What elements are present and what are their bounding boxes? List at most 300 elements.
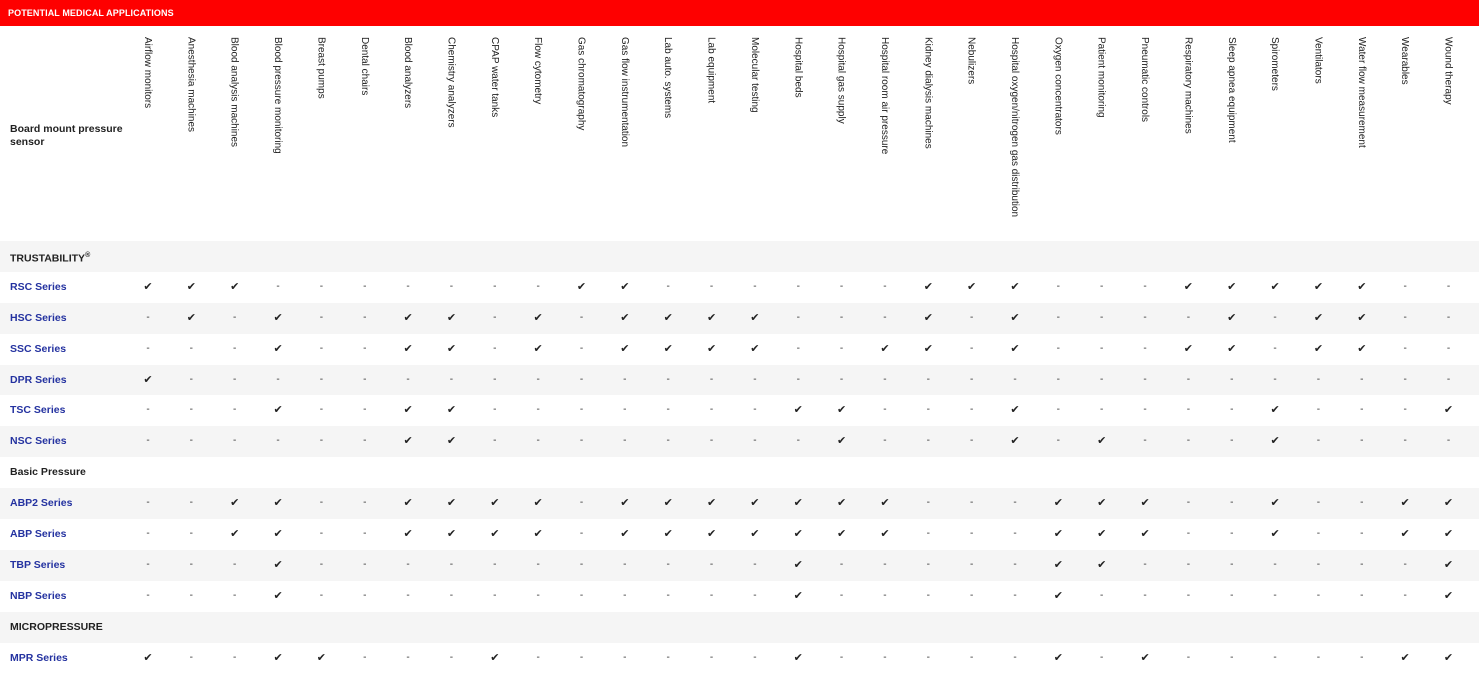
dash-mark: -: [146, 435, 150, 447]
dash-mark: -: [709, 404, 714, 416]
dash-mark: -: [1143, 373, 1147, 385]
dash-mark: -: [839, 589, 844, 601]
check-icon: ✔: [533, 342, 543, 355]
check-icon: ✔: [663, 311, 673, 324]
dash-mark: -: [189, 497, 194, 509]
check-icon: ✔: [1097, 558, 1107, 571]
check-icon: ✔: [446, 311, 457, 324]
check-icon: ✔: [880, 528, 890, 541]
dash-mark: -: [579, 558, 584, 570]
dash-mark: -: [276, 373, 280, 385]
dash-mark: -: [233, 435, 237, 447]
dash-mark: -: [146, 342, 150, 354]
column-header-label: Airflow monitors: [142, 37, 153, 109]
check-icon: ✔: [403, 342, 413, 355]
check-icon: ✔: [620, 342, 630, 355]
dash-mark: -: [363, 497, 367, 509]
dash-mark: -: [1056, 342, 1061, 354]
column-header-label: Lab equipment: [705, 37, 717, 104]
dash-mark: -: [493, 311, 497, 323]
dash-mark: -: [1273, 558, 1277, 570]
dash-mark: -: [189, 435, 194, 447]
dash-mark: -: [1013, 497, 1017, 509]
column-header-label: Pneumatic controls: [1139, 37, 1151, 123]
row-label-text: HSC Series: [10, 311, 67, 324]
check-icon: ✔: [490, 528, 500, 541]
column-header-label: Blood analyzers: [402, 37, 414, 109]
check-icon: ✔: [533, 528, 543, 541]
check-icon: ✔: [663, 497, 673, 510]
dash-mark: -: [1186, 311, 1191, 323]
dash-mark: -: [796, 435, 800, 447]
column-header-label: Flow cytometry: [532, 37, 544, 105]
dash-mark: -: [709, 280, 714, 292]
check-icon: ✔: [1443, 558, 1454, 571]
check-icon: ✔: [446, 435, 457, 448]
dash-mark: -: [1230, 435, 1234, 447]
dash-mark: -: [146, 404, 150, 416]
check-icon: ✔: [620, 311, 630, 324]
dash-mark: -: [883, 373, 887, 385]
dash-mark: -: [1360, 497, 1364, 509]
dash-mark: -: [1056, 373, 1061, 385]
table-row: [0, 488, 1479, 519]
dash-mark: -: [1403, 404, 1407, 416]
dash-mark: -: [146, 311, 150, 323]
section-label: [10, 241, 90, 274]
dash-mark: -: [1100, 311, 1104, 323]
series-link[interactable]: [10, 334, 66, 365]
series-link[interactable]: [10, 272, 67, 303]
column-header: [702, 37, 722, 237]
dash-mark: -: [1360, 528, 1364, 540]
check-icon: ✔: [1097, 497, 1107, 510]
column-header-label: Anesthesia machines: [185, 37, 197, 133]
check-icon: ✔: [316, 651, 326, 664]
dash-mark: -: [1186, 435, 1191, 447]
check-icon: ✔: [836, 404, 847, 417]
dash-mark: -: [406, 373, 410, 385]
dash-mark: -: [1316, 651, 1321, 663]
dash-mark: -: [319, 528, 324, 540]
section-row: [0, 612, 1479, 643]
column-header-label: Blood analysis machines: [228, 37, 240, 148]
series-link[interactable]: [10, 581, 66, 612]
dash-mark: -: [1100, 404, 1104, 416]
check-icon: ✔: [273, 558, 283, 571]
check-icon: ✔: [533, 497, 543, 510]
column-header-label: Dental chairs: [358, 37, 370, 96]
check-icon: ✔: [490, 497, 500, 510]
check-icon: ✔: [273, 528, 283, 541]
dash-mark: -: [883, 435, 887, 447]
dash-mark: -: [493, 280, 497, 292]
dash-mark: -: [363, 311, 367, 323]
dash-mark: -: [406, 558, 410, 570]
dash-mark: -: [1316, 373, 1321, 385]
check-icon: ✔: [1010, 404, 1020, 417]
check-icon: ✔: [1400, 497, 1410, 510]
dash-mark: -: [753, 589, 757, 601]
check-icon: ✔: [230, 497, 240, 510]
dash-mark: -: [319, 589, 324, 601]
column-header: [138, 37, 158, 237]
dash-mark: -: [883, 651, 887, 663]
check-icon: ✔: [230, 528, 240, 541]
dash-mark: -: [1143, 404, 1147, 416]
dash-mark: -: [319, 497, 324, 509]
column-header-label: Sleep apnea equipment: [1225, 37, 1237, 143]
dash-mark: -: [1316, 558, 1321, 570]
dash-mark: -: [969, 342, 974, 354]
dash-mark: -: [709, 435, 714, 447]
dash-mark: -: [1360, 589, 1364, 601]
dash-mark: -: [1013, 651, 1017, 663]
dash-mark: -: [1273, 589, 1277, 601]
column-header: [268, 37, 288, 237]
check-icon: ✔: [620, 528, 630, 541]
check-icon: ✔: [273, 404, 283, 417]
dash-mark: -: [1273, 311, 1277, 323]
column-header: [875, 37, 895, 237]
dash-mark: -: [926, 528, 930, 540]
column-header: [918, 37, 938, 237]
check-icon: ✔: [403, 404, 413, 417]
dash-mark: -: [839, 651, 844, 663]
table-header: [0, 27, 1479, 241]
column-header: [225, 37, 245, 237]
section-label: [10, 457, 86, 488]
dash-mark: -: [1100, 651, 1104, 663]
column-header: [615, 37, 635, 237]
check-icon: ✔: [403, 497, 413, 510]
row-label-text: ABP Series: [10, 528, 67, 541]
column-header: [1048, 37, 1068, 237]
dash-mark: -: [363, 528, 367, 540]
dash-mark: -: [319, 311, 324, 323]
dash-mark: -: [926, 589, 930, 601]
check-icon: ✔: [836, 435, 847, 448]
column-header: [1135, 37, 1155, 237]
series-link[interactable]: [10, 643, 68, 673]
row-label-text: ABP2 Series: [10, 497, 73, 510]
check-icon: ✔: [576, 280, 587, 293]
check-icon: ✔: [1053, 497, 1063, 510]
dash-mark: -: [1143, 280, 1147, 292]
series-link[interactable]: [10, 519, 66, 550]
check-icon: ✔: [490, 651, 500, 664]
registered-mark: ®: [85, 252, 91, 259]
check-icon: ✔: [1313, 280, 1324, 293]
dash-mark: -: [233, 373, 237, 385]
check-icon: ✔: [403, 435, 413, 448]
check-icon: ✔: [1010, 435, 1020, 448]
dash-mark: -: [1013, 558, 1017, 570]
dash-mark: -: [1316, 528, 1321, 540]
check-icon: ✔: [1400, 528, 1410, 541]
series-link[interactable]: [10, 303, 67, 334]
dash-mark: -: [1403, 280, 1407, 292]
check-icon: ✔: [1183, 280, 1193, 293]
dash-mark: -: [623, 404, 627, 416]
row-label-text: DPR Series: [10, 373, 67, 386]
column-header-label: Chemistry analyzers: [445, 37, 457, 128]
dash-mark: -: [1230, 373, 1234, 385]
column-header-label: Kidney dialysis machines: [922, 37, 934, 149]
table-row: [0, 581, 1479, 612]
dash-mark: -: [1446, 435, 1451, 447]
dash-mark: -: [839, 558, 844, 570]
check-icon: ✔: [1227, 280, 1237, 293]
dash-mark: -: [666, 558, 670, 570]
dash-mark: -: [1273, 651, 1277, 663]
column-header-label: Molecular testing: [748, 37, 760, 113]
dash-mark: -: [753, 373, 757, 385]
check-icon: ✔: [1227, 342, 1237, 355]
dash-mark: -: [753, 651, 757, 663]
dash-mark: -: [233, 404, 237, 416]
check-icon: ✔: [923, 311, 933, 324]
check-icon: ✔: [1443, 651, 1454, 664]
check-icon: ✔: [1140, 497, 1150, 510]
dash-mark: -: [233, 311, 237, 323]
check-icon: ✔: [143, 651, 153, 664]
dash-mark: -: [1316, 497, 1321, 509]
dash-mark: -: [363, 373, 367, 385]
column-header: [311, 37, 331, 237]
dash-mark: -: [406, 280, 410, 292]
dash-mark: -: [579, 435, 584, 447]
dash-mark: -: [1403, 435, 1407, 447]
column-header: [788, 37, 808, 237]
check-icon: ✔: [446, 528, 457, 541]
dash-mark: -: [493, 404, 497, 416]
dash-mark: -: [1056, 280, 1061, 292]
check-icon: ✔: [663, 342, 673, 355]
column-header: [1352, 37, 1372, 237]
row-label-text: NBP Series: [10, 589, 67, 602]
series-link[interactable]: [10, 488, 72, 519]
check-icon: ✔: [1443, 497, 1454, 510]
dash-mark: -: [536, 373, 540, 385]
dash-mark: -: [1186, 373, 1191, 385]
table-row: [0, 426, 1479, 457]
table-row: [0, 395, 1479, 426]
check-icon: ✔: [1053, 651, 1063, 664]
dash-mark: -: [1013, 589, 1017, 601]
column-header-label: Hospital beds: [792, 37, 804, 98]
dash-mark: -: [579, 589, 584, 601]
column-header-label: Lab auto. systems: [662, 37, 674, 119]
dash-mark: -: [926, 651, 930, 663]
dash-mark: -: [839, 311, 844, 323]
row-label-text: MICROPRESSURE: [10, 620, 103, 633]
check-icon: ✔: [793, 497, 803, 510]
column-header: [832, 37, 852, 237]
dash-mark: -: [319, 558, 324, 570]
dash-mark: -: [1403, 589, 1407, 601]
dash-mark: -: [579, 528, 584, 540]
dash-mark: -: [1143, 558, 1147, 570]
column-header-label: Nebulizers: [965, 37, 977, 85]
banner-title: POTENTIAL MEDICAL APPLICATIONS: [8, 8, 174, 18]
check-icon: ✔: [1140, 528, 1150, 541]
dash-mark: -: [189, 373, 194, 385]
dash-mark: -: [1143, 342, 1147, 354]
check-icon: ✔: [446, 342, 457, 355]
check-icon: ✔: [620, 280, 630, 293]
check-icon: ✔: [446, 404, 457, 417]
dash-mark: -: [579, 342, 584, 354]
dash-mark: -: [1230, 651, 1234, 663]
dash-mark: -: [969, 311, 974, 323]
dash-mark: -: [926, 558, 930, 570]
dash-mark: -: [319, 404, 324, 416]
row-label-text: TBP Series: [10, 558, 66, 571]
dash-mark: -: [1360, 558, 1364, 570]
check-icon: ✔: [793, 404, 803, 417]
dash-mark: -: [1056, 404, 1061, 416]
check-icon: ✔: [793, 589, 803, 602]
dash-mark: -: [1100, 280, 1104, 292]
row-label-text: MPR Series: [10, 651, 68, 664]
dash-mark: -: [146, 558, 150, 570]
check-icon: ✔: [706, 528, 717, 541]
section-label: [10, 612, 103, 643]
column-header: [528, 37, 548, 237]
check-icon: ✔: [1010, 311, 1020, 324]
dash-mark: -: [926, 435, 930, 447]
dash-mark: -: [926, 497, 930, 509]
dash-mark: -: [796, 311, 800, 323]
check-icon: ✔: [186, 311, 196, 324]
dash-mark: -: [709, 558, 714, 570]
dash-mark: -: [666, 404, 670, 416]
dash-mark: -: [883, 280, 887, 292]
dash-mark: -: [449, 558, 454, 570]
dash-mark: -: [189, 589, 194, 601]
dash-mark: -: [1100, 342, 1104, 354]
dash-mark: -: [1403, 342, 1407, 354]
section-banner: [0, 0, 1479, 26]
dash-mark: -: [969, 528, 974, 540]
dash-mark: -: [1316, 435, 1321, 447]
check-icon: ✔: [1010, 342, 1020, 355]
column-header: [1092, 37, 1112, 237]
section-row: [0, 457, 1479, 488]
check-icon: ✔: [143, 373, 153, 386]
dash-mark: -: [363, 342, 367, 354]
dash-mark: -: [579, 311, 584, 323]
dash-mark: -: [969, 589, 974, 601]
dash-mark: -: [1273, 373, 1277, 385]
series-link[interactable]: [10, 365, 67, 396]
dash-mark: -: [1360, 373, 1364, 385]
dash-mark: -: [1273, 342, 1277, 354]
series-link[interactable]: [10, 426, 67, 457]
dash-mark: -: [753, 404, 757, 416]
column-header: [1222, 37, 1242, 237]
check-icon: ✔: [1053, 589, 1063, 602]
dash-mark: -: [666, 651, 670, 663]
check-icon: ✔: [273, 589, 283, 602]
dash-mark: -: [623, 589, 627, 601]
dash-mark: -: [536, 280, 540, 292]
check-icon: ✔: [1313, 342, 1324, 355]
section-row: [0, 241, 1479, 272]
dash-mark: -: [406, 651, 410, 663]
dash-mark: -: [189, 528, 194, 540]
dash-mark: -: [363, 589, 367, 601]
column-header: [745, 37, 765, 237]
dash-mark: -: [1143, 311, 1147, 323]
row-label-text: NSC Series: [10, 435, 67, 448]
dash-mark: -: [796, 342, 800, 354]
dash-mark: -: [839, 373, 844, 385]
check-icon: ✔: [273, 651, 283, 664]
dash-mark: -: [753, 280, 757, 292]
dash-mark: -: [1186, 497, 1191, 509]
dash-mark: -: [839, 342, 844, 354]
column-header: [658, 37, 678, 237]
check-icon: ✔: [620, 497, 630, 510]
dash-mark: -: [319, 342, 324, 354]
column-header-label: Oxygen concentrators: [1052, 37, 1064, 135]
column-header: [1005, 37, 1025, 237]
dash-mark: -: [536, 558, 540, 570]
column-header: [355, 37, 375, 237]
column-header-label: Breast pumps: [315, 37, 327, 99]
dash-mark: -: [709, 589, 714, 601]
dash-mark: -: [189, 404, 194, 416]
dash-mark: -: [276, 435, 280, 447]
series-link[interactable]: [10, 550, 65, 581]
series-link[interactable]: [10, 395, 65, 426]
check-icon: ✔: [1313, 311, 1324, 324]
check-icon: ✔: [836, 497, 847, 510]
column-header: [1178, 37, 1198, 237]
dash-mark: -: [1186, 404, 1191, 416]
dash-mark: -: [1013, 373, 1017, 385]
dash-mark: -: [623, 435, 627, 447]
check-icon: ✔: [1443, 528, 1454, 541]
row-label-text: RSC Series: [10, 280, 67, 293]
check-icon: ✔: [1097, 435, 1107, 448]
check-icon: ✔: [1053, 558, 1063, 571]
column-header-label: Gas chromatography: [575, 37, 587, 131]
check-icon: ✔: [836, 528, 847, 541]
dash-mark: -: [623, 373, 627, 385]
dash-mark: -: [1446, 311, 1451, 323]
dash-mark: -: [709, 651, 714, 663]
check-icon: ✔: [1270, 528, 1280, 541]
dash-mark: -: [1403, 558, 1407, 570]
dash-mark: -: [926, 404, 930, 416]
column-header-label: Patient monitoring: [1095, 37, 1107, 118]
check-icon: ✔: [793, 558, 803, 571]
check-icon: ✔: [1010, 280, 1020, 293]
dash-mark: -: [1316, 589, 1321, 601]
check-icon: ✔: [750, 311, 760, 324]
column-header-label: Hospital oxygen/nitrogen gas distribution: [1009, 37, 1020, 218]
dash-mark: -: [796, 373, 800, 385]
dash-mark: -: [449, 651, 454, 663]
column-header-label: Respiratory machines: [1182, 37, 1194, 134]
check-icon: ✔: [403, 528, 413, 541]
dash-mark: -: [1360, 404, 1364, 416]
column-header-label: Hospital room air pressure: [878, 37, 890, 155]
dash-mark: -: [233, 558, 237, 570]
